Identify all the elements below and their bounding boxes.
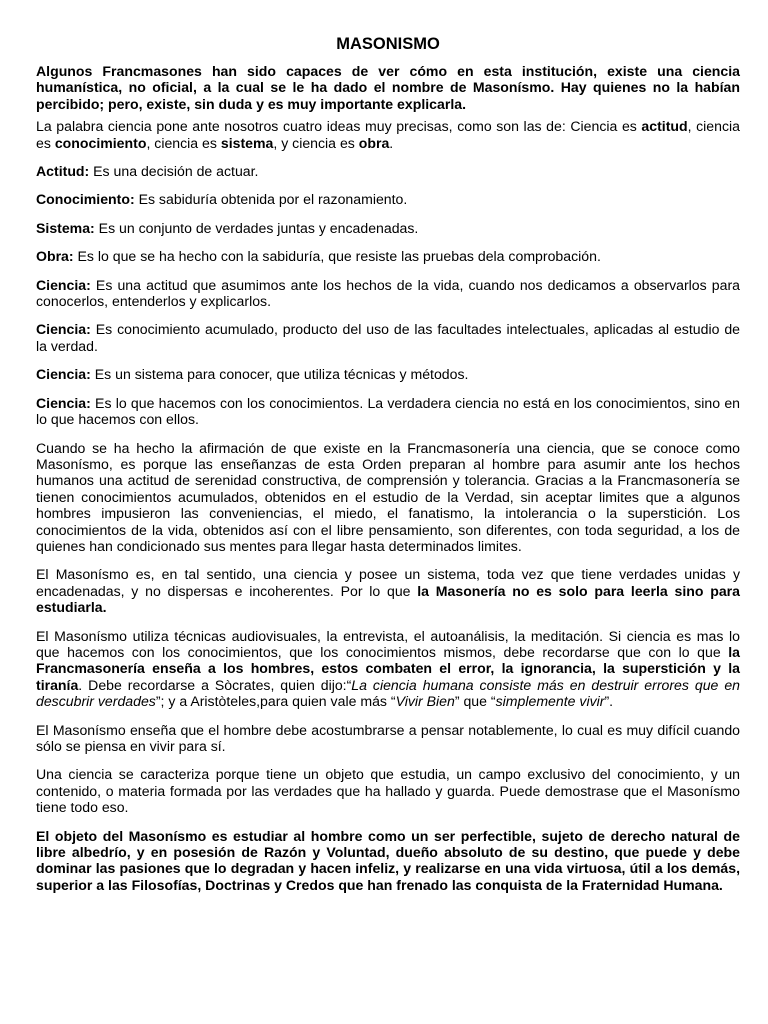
text-run: El Masonísmo es, en tal sentido, una ciencia y posee un sistema, toda vez que tiene verdades unidas y encadenadas, y no dispersas e incoherentes. Por lo que <box>36 566 740 599</box>
bold-text: sistema <box>220 134 274 151</box>
text-run: Una ciencia se caracteriza porque tiene un objeto que estudia, un campo exclusivo del conocimiento, y un contenido, o materia formada por las verdades que ha hallado y guarda. Puede demostrase que el Masonísmo tiene todo eso. <box>36 766 740 816</box>
text-run: . Debe recordarse a Sòcrates, quien dijo:“ <box>78 676 352 693</box>
text-run: Algunos Francmasones han sido capaces de ver cómo en esta institución, existe una ciencia humanística, no oficial, a la cual se le ha dado el nombre de Masonísmo. Hay quienes no la habían percibido; pero, existe, sin duda y es muy importante explicarla. <box>36 63 740 112</box>
paragraph <box>36 220 740 236</box>
bold-text: la Masonería no es solo para leerla sino para estudiarla. <box>36 582 740 616</box>
bold-text: la Francmasonería enseña a los hombres, estos combaten el error, la ignorancia, la superstición y la tiranía <box>36 643 740 693</box>
italic-text: simplemente vivir <box>495 693 605 710</box>
paragraph <box>36 63 740 112</box>
text-run: Es conocimiento acumulado, producto del uso de las facultades intelectuales, aplicadas al estudio de la verdad. <box>36 321 740 354</box>
bold-text: Ciencia: <box>36 276 91 293</box>
bold-text: Obra: <box>36 248 74 265</box>
text-run: , ciencia es <box>36 118 741 151</box>
paragraph <box>36 321 740 354</box>
text-run: Es una decisión de actuar. <box>89 163 259 180</box>
paragraph <box>36 566 740 615</box>
text-run: El Masonísmo enseña que el hombre debe acostumbrarse a pensar notablemente, lo cual es muy difícil cuando sólo se piensa en vivir para sí. <box>36 721 740 754</box>
document-title: MASONISMO <box>336 35 440 53</box>
bold-text: Sistema: <box>36 219 95 236</box>
bold-text: actitud <box>641 118 688 135</box>
paragraph <box>36 277 740 310</box>
paragraph <box>36 191 740 207</box>
paragraph <box>36 628 740 710</box>
paragraph <box>36 366 740 382</box>
paragraph <box>36 248 740 264</box>
italic-text: La ciencia humana consiste más en destruir errores que en descubrir verdades <box>36 676 740 710</box>
paragraph <box>36 766 740 815</box>
bold-text: conocimiento <box>54 134 147 151</box>
document-body <box>36 63 740 893</box>
text-run: , ciencia es <box>146 134 221 151</box>
text-run: ”. <box>604 693 614 710</box>
text-run: ” que “ <box>454 693 496 710</box>
bold-text: Ciencia: <box>36 366 91 383</box>
text-run: El objeto del Masonísmo es estudiar al hombre como un ser perfectible, sujeto de derecho natural de libre albedrío, y en posesión de Razón y Voluntad, dueño absoluto de su destino, que puede y debe dominar las pasiones que lo degradan y hacen infeliz, y realizarse en una vida virtuosa, útil a los demás, superior a las Filosofías, Doctrinas y Credos que han frenado las conquista de la Fraternidad Humana. <box>36 827 740 893</box>
text-run: Es lo que hacemos con los conocimientos. La verdadera ciencia no está en los conocimientos, sino en lo que hacemos con ellos. <box>36 394 740 428</box>
paragraph <box>36 722 740 755</box>
paragraph <box>36 440 740 555</box>
text-run: ”; y a Aristòteles,para quien vale más “ <box>155 693 396 710</box>
paragraph <box>36 828 740 894</box>
bold-text: Ciencia: <box>36 394 91 411</box>
text-run: Es sabiduría obtenida por el razonamiento. <box>134 191 408 208</box>
text-run: El Masonísmo utiliza técnicas audiovisuales, la entrevista, el autoanálisis, la meditación. Si ciencia es mas lo que hacemos con los conocimientos, que los conocimientos mismos, debe recordarse que con lo que <box>36 627 740 660</box>
bold-text: Ciencia: <box>36 321 91 338</box>
paragraph <box>36 163 740 179</box>
paragraph <box>36 118 740 151</box>
bold-text: obra <box>358 134 390 151</box>
text-run: Es un sistema para conocer, que utiliza técnicas y métodos. <box>90 366 469 383</box>
text-run: Es un conjunto de verdades juntas y encadenadas. <box>94 219 419 236</box>
text-run: Es lo que se ha hecho con la sabiduría, que resiste las pruebas dela comprobación. <box>73 248 601 265</box>
bold-text: Actitud: <box>36 163 90 180</box>
text-run: . <box>389 134 394 151</box>
text-run: Cuando se ha hecho la afirmación de que existe en la Francmasonería una ciencia, que se conoce como Masonísmo, es porque las enseñanzas de esta Orden preparan al hombre para asumir ante los hechos humanos una actitud de serenidad constructiva, de comprensión y tolerancia. Gracias a la Francmasonería se tienen conocimientos acumulados, obtenidos en el estudio de la Verdad, sin aceptar limites que a algunos hombres impusieron las conveniencias, el miedo, el fanatismo, la intolerancia o la superstición. Los conocimientos de la vida, obtenidos así con el libre pensamiento, son diferentes, con toda seguridad, a los de quienes han condicionado sus mentes para llegar hasta determinados limites. <box>36 439 740 554</box>
text-run: , y ciencia es <box>273 134 359 151</box>
paragraph <box>36 395 740 428</box>
bold-text: Conocimiento: <box>36 191 135 208</box>
text-run: La palabra ciencia pone ante nosotros cuatro ideas muy precisas, como son las de: Ciencia es <box>36 118 642 135</box>
text-run: Es una actitud que asumimos ante los hechos de la vida, cuando nos dedicamos a observarlos para conocerlos, entenderlos y explicarlos. <box>36 276 740 310</box>
italic-text: Vivir Bien <box>395 693 455 710</box>
